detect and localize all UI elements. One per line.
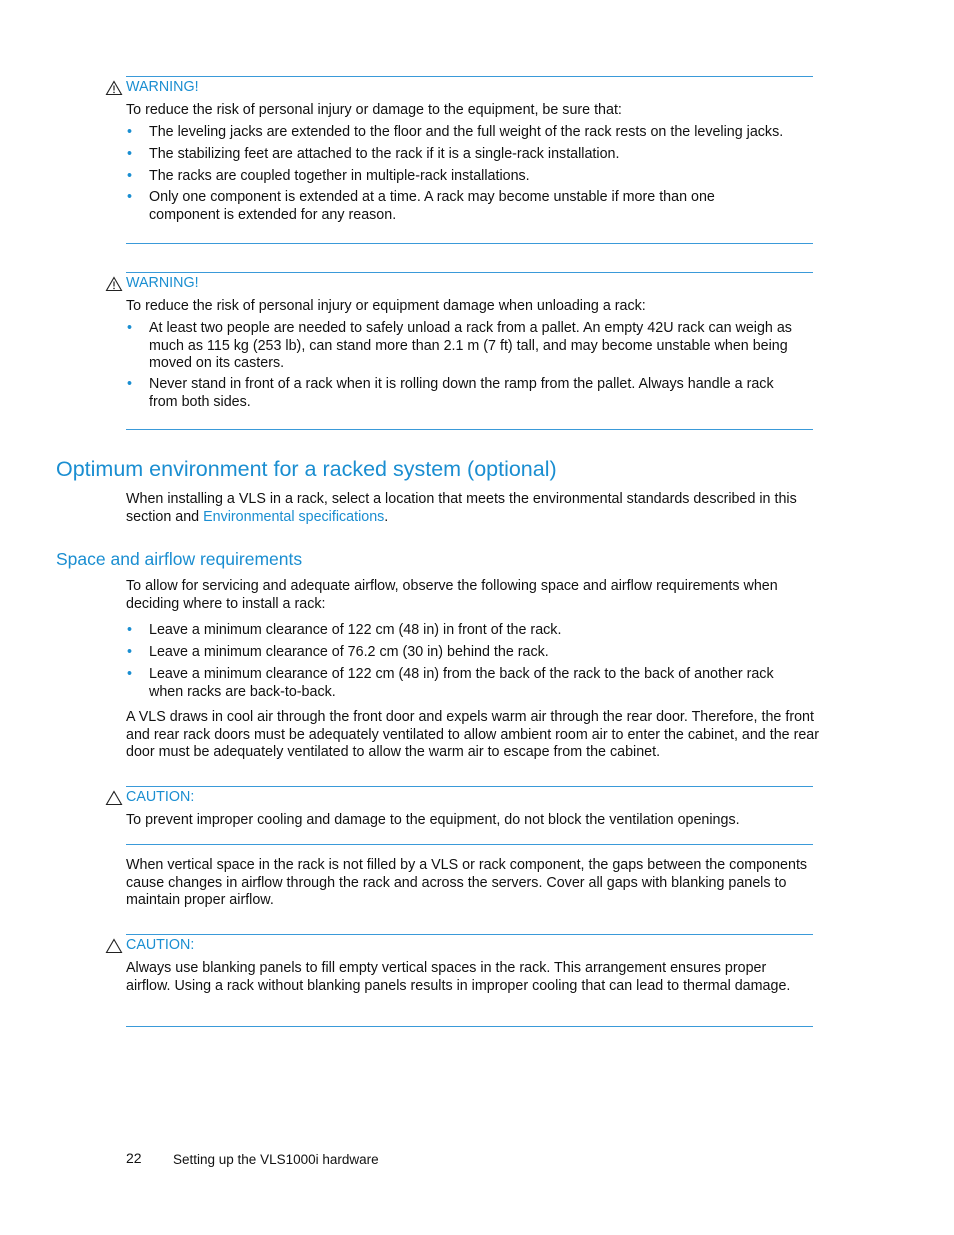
warning2-bullet-1: • At least two people are needed to safely unload a rack from a pallet. An empty 42U rack can weigh as much as 115 kg (253 lb), can stand more than 2.1 m (7 ft) tall, and may become unstable when being moved on its casters.: [126, 320, 816, 373]
caution2-label: CAUTION:: [126, 937, 195, 954]
clearance-bullet-2: • Leave a minimum clearance of 76.2 cm (30 in) behind the rack.: [126, 644, 816, 662]
warning2-header: [105, 274, 199, 294]
warning1-bullet-3: • The racks are coupled together in multiple-rack installations.: [126, 168, 816, 186]
warning1-header: [105, 78, 199, 98]
caution-icon: [105, 790, 123, 806]
caution1-label: CAUTION:: [126, 789, 195, 806]
warning2-intro: To reduce the risk of personal injury or equipment damage when unloading a rack:: [126, 298, 646, 314]
gaps-paragraph: When vertical space in the rack is not filled by a VLS or rack component, the gaps between the components cause changes in airflow through the rack and across the servers. Cover all gaps with blanking panels to maintain proper airflow.: [126, 857, 808, 908]
caution2-header: [105, 936, 194, 956]
warning1-intro: To reduce the risk of personal injury or damage to the equipment, be sure that:: [126, 102, 622, 118]
airflow-paragraph: A VLS draws in cool air through the front door and expels warm air through the rear door. Therefore, the front and rear rack doors must be adequately ventilated to allow ambient room air to enter the cabinet, and the rear door must be adequately ventilated to allow the warm air to escape from the cabinet.: [126, 709, 820, 760]
section-intro-end: .: [384, 508, 389, 525]
warning2-bottom-rule: [126, 429, 813, 430]
warning-icon: [105, 80, 123, 96]
warning1-top-rule: [126, 76, 813, 77]
page-number: 22: [126, 1150, 142, 1166]
clearance-bullet-3: • Leave a minimum clearance of 122 cm (48 in) from the back of the rack to the back of another rack when racks are back-to-back.: [126, 666, 806, 701]
caution1-header: [105, 788, 194, 808]
footer-title: Setting up the VLS1000i hardware: [173, 1152, 379, 1167]
warning-icon: [105, 276, 123, 292]
section-intro: [126, 491, 816, 526]
caution2-bottom-rule: [126, 1026, 813, 1027]
section-title: Optimum environment for a racked system (optional): [56, 457, 557, 481]
subsection-intro: To allow for servicing and adequate airflow, observe the following space and airflow requirements when deciding where to install a rack:: [126, 578, 778, 612]
warning1-bullet-1: • The leveling jacks are extended to the floor and the full weight of the rack rests on the leveling jacks.: [126, 124, 816, 142]
warning2-top-rule: [126, 272, 813, 273]
clearance-bullet-1: • Leave a minimum clearance of 122 cm (48 in) in front of the rack.: [126, 622, 816, 640]
warning2-bullet-2: • Never stand in front of a rack when it is rolling down the ramp from the pallet. Always handle a rack from both sides.: [126, 376, 796, 411]
section-intro-text: When installing a VLS in a rack, select a location that meets the environmental standards described in this section and: [126, 491, 797, 525]
caution1-text: To prevent improper cooling and damage to the equipment, do not block the ventilation openings.: [126, 812, 740, 828]
environmental-specifications-link[interactable]: Environmental specifications: [203, 508, 385, 525]
caution1-bottom-rule: [126, 844, 813, 845]
warning2-label: WARNING!: [126, 275, 199, 292]
caution2-text: Always use blanking panels to fill empty vertical spaces in the rack. This arrangement ensures proper airflow. Using a rack without blanking panels results in improper cooling that can lead to thermal damage.: [126, 960, 791, 994]
warning1-label: WARNING!: [126, 79, 199, 96]
caution2-top-rule: [126, 934, 813, 935]
warning1-bullet-2: • The stabilizing feet are attached to the rack if it is a single-rack installation.: [126, 146, 816, 164]
caution1-top-rule: [126, 786, 813, 787]
caution-icon: [105, 938, 123, 954]
warning1-bottom-rule: [126, 243, 813, 244]
warning1-bullet-4: • Only one component is extended at a time. A rack may become unstable if more than one component is extended for any reason.: [126, 189, 786, 224]
subsection-title: Space and airflow requirements: [56, 549, 303, 569]
